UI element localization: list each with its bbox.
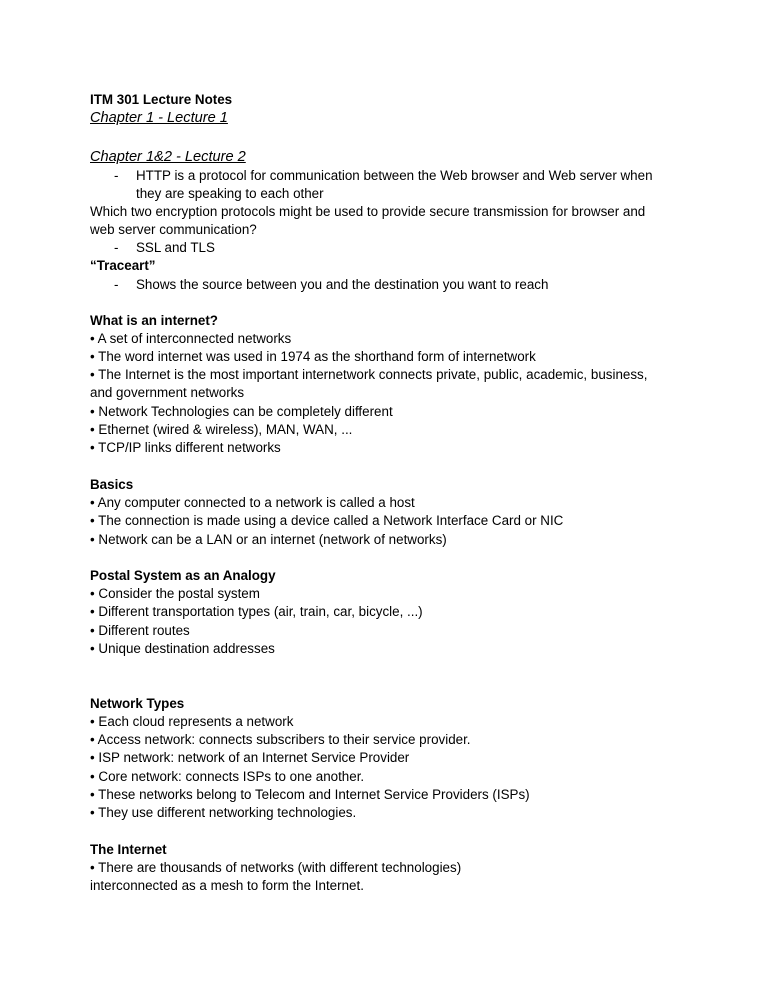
list-item: • Unique destination addresses (90, 641, 275, 656)
list-item: • Ethernet (wired & wireless), MAN, WAN, ... (90, 422, 353, 437)
list-item: • Network can be a LAN or an internet (network of networks) (90, 532, 447, 547)
list-item: • Different transportation types (air, train, car, bicycle, ...) (90, 604, 423, 619)
list-item: • The Internet is the most important internetwork connects private, public, academic, business, (90, 367, 648, 382)
question-line-1: Which two encryption protocols might be used to provide secure transmission for browser and (90, 204, 646, 219)
list-item: • A set of interconnected networks (90, 331, 292, 346)
http-note-line-2: they are speaking to each other (136, 186, 324, 201)
list-item: • Different routes (90, 623, 190, 638)
list-item: • Any computer connected to a network is called a host (90, 495, 415, 510)
list-item: • Each cloud represents a network (90, 714, 294, 729)
list-item: • Network Technologies can be completely different (90, 404, 393, 419)
question-line-2: web server communication? (90, 222, 257, 237)
dash-marker: - (114, 240, 119, 255)
section-heading-the-internet: The Internet (90, 842, 167, 857)
list-item: and government networks (90, 385, 245, 400)
list-item: • TCP/IP links different networks (90, 440, 281, 455)
http-note-line-1: HTTP is a protocol for communication between the Web browser and Web server when (136, 168, 653, 183)
list-item: • These networks belong to Telecom and Internet Service Providers (ISPs) (90, 787, 530, 802)
list-item: • Core network: connects ISPs to one another. (90, 769, 365, 784)
dash-marker: - (114, 277, 119, 292)
section-heading-basics: Basics (90, 477, 134, 492)
chapter-1-heading: Chapter 1 - Lecture 1 (90, 110, 228, 126)
dash-marker: - (114, 168, 119, 183)
section-heading-internet: What is an internet? (90, 313, 218, 328)
list-item: • The word internet was used in 1974 as the shorthand form of internetwork (90, 349, 536, 364)
traceart-description: Shows the source between you and the destination you want to reach (136, 277, 549, 292)
answer-note: SSL and TLS (136, 240, 215, 255)
document-title: ITM 301 Lecture Notes (90, 92, 233, 107)
list-item: • ISP network: network of an Internet Service Provider (90, 750, 410, 765)
traceart-heading: “Traceart” (90, 258, 156, 273)
list-item: interconnected as a mesh to form the Internet. (90, 878, 364, 893)
list-item: • Access network: connects subscribers to their service provider. (90, 732, 471, 747)
chapter-2-heading: Chapter 1&2 - Lecture 2 (90, 149, 246, 165)
list-item: • The connection is made using a device called a Network Interface Card or NIC (90, 513, 564, 528)
list-item: • They use different networking technologies. (90, 805, 357, 820)
section-heading-network-types: Network Types (90, 696, 185, 711)
list-item: • There are thousands of networks (with different technologies) (90, 860, 462, 875)
list-item: • Consider the postal system (90, 586, 260, 601)
section-heading-postal: Postal System as an Analogy (90, 568, 276, 583)
